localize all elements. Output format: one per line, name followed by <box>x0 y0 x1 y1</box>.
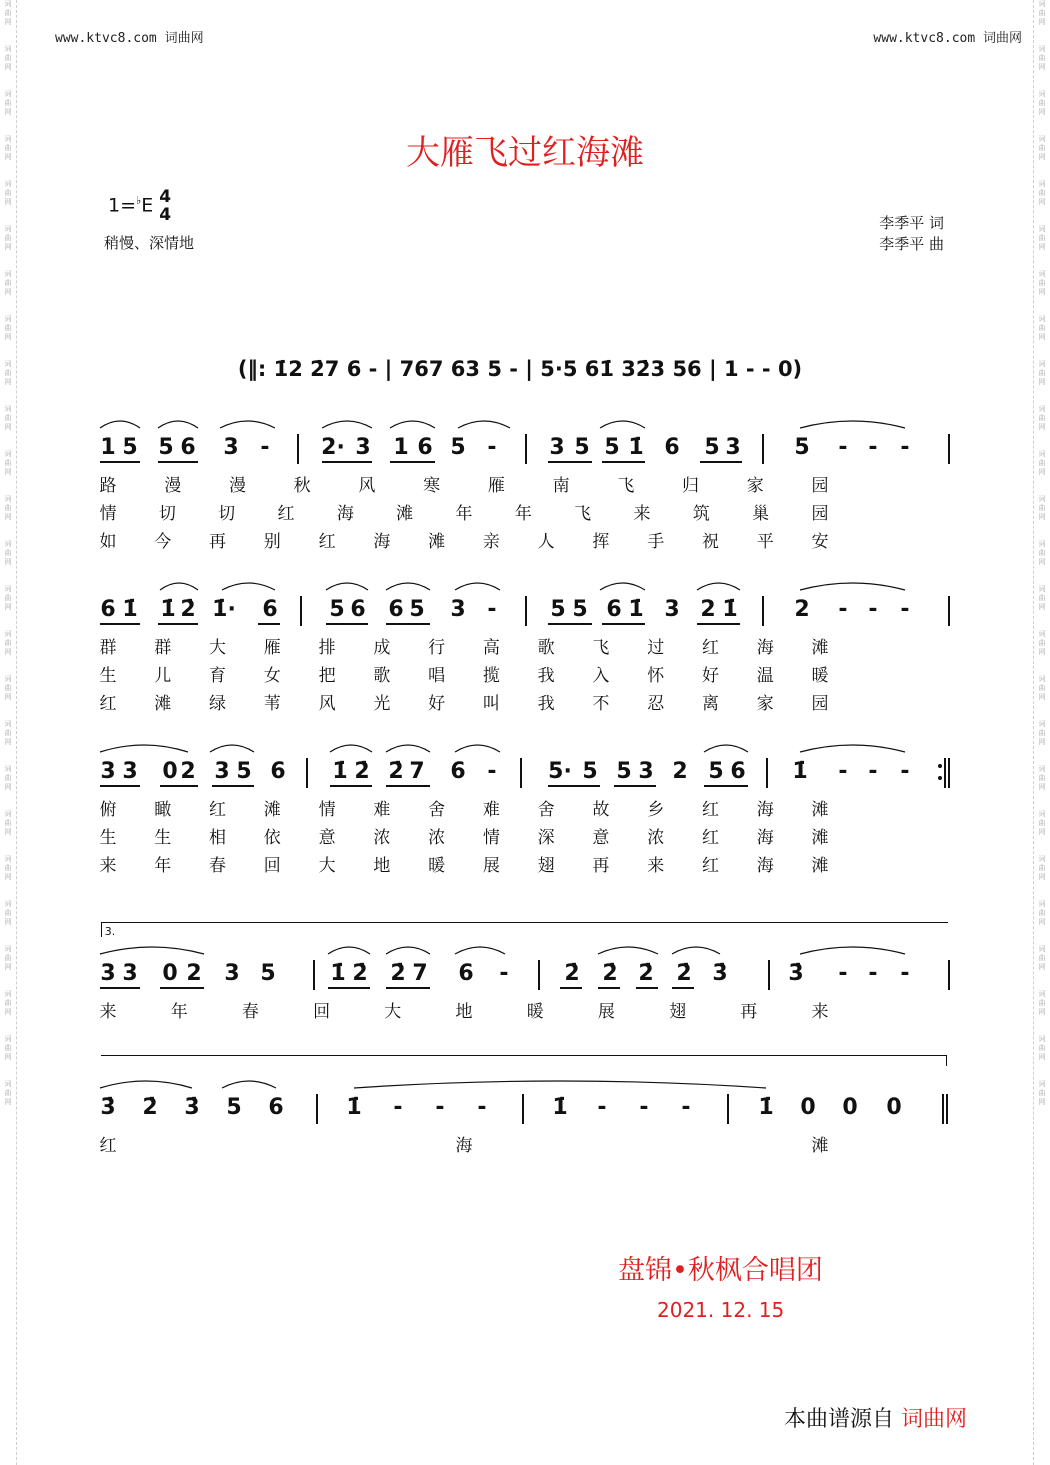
lyric-syllable: 翅 <box>537 856 555 876</box>
lyric-syllable: 祝 <box>701 532 719 552</box>
lyric-syllable: 滩 <box>811 800 829 820</box>
lyric-syllable: 南 <box>552 476 570 496</box>
lyric-syllable: 不 <box>592 694 610 714</box>
lyric-syllable: 滩 <box>263 800 281 820</box>
melody-note: 5 <box>260 961 276 986</box>
melody-note: 6 <box>270 759 286 784</box>
melody-note: 5 <box>704 435 720 460</box>
lyric-syllable: 来 <box>647 856 665 876</box>
melody-note: - <box>393 1095 403 1120</box>
lyric-syllable: 意 <box>318 828 336 848</box>
lyric-syllable: 儿 <box>154 666 172 686</box>
lyric-syllable: 怀 <box>647 666 665 686</box>
melody-note: 6 <box>388 597 404 622</box>
melody-note: 1̇ <box>552 1095 568 1120</box>
key-signature: 1=♭E 4 4 <box>108 187 172 225</box>
lyric-syllable: 漫 <box>228 476 246 496</box>
melody-note: 3 <box>725 435 741 460</box>
lyric-syllable: 舍 <box>537 800 555 820</box>
lyric-syllable: 年 <box>514 504 532 524</box>
lyric-syllable: 群 <box>99 638 117 658</box>
melody-note: 2 <box>180 759 196 784</box>
song-title: 大雁飞过红海滩 <box>406 133 644 173</box>
source-prefix: 本曲谱源自 <box>784 1407 895 1432</box>
lyric-syllable: 红 <box>701 800 719 820</box>
lyric-syllable: 家 <box>746 476 764 496</box>
melody-note: - <box>639 1095 649 1120</box>
melody-note: 5 <box>708 759 724 784</box>
lyric-syllable: 飞 <box>592 638 610 658</box>
melody-note: 3 <box>664 597 680 622</box>
lyric-syllable: 红 <box>701 856 719 876</box>
lyric-syllable: 归 <box>682 476 700 496</box>
melody-note: 6 <box>350 597 366 622</box>
melody-note: 5 <box>604 435 620 460</box>
watermark-text: 词 曲 网 词 曲 网 词 曲 网 词 曲 网 词 曲 网 词 曲 网 词 曲 网 词 曲 网 词 曲 网 词 曲 网 词 曲 网 词 曲 网 词 曲 网 词 曲 网 词 曲 网 词 曲 网 词 曲 网 词 曲 网 词 曲 网 词 曲 网 词 曲 网 词 曲 网 词 曲 网 词 曲 网 词 曲 网 <box>1038 0 1046 1106</box>
lyric-syllable: 意 <box>592 828 610 848</box>
lyric-syllable: 地 <box>373 856 391 876</box>
slur <box>800 947 905 954</box>
melody-note: 3̇ <box>788 961 804 986</box>
lyric-syllable: 筑 <box>692 504 710 524</box>
lyric-syllable: 再 <box>209 532 227 552</box>
tempo-marking: 稍慢、深情地 <box>104 234 195 252</box>
lyric-syllable: 园 <box>811 504 829 524</box>
lyric-syllable: 家 <box>756 694 774 714</box>
slur <box>390 421 435 428</box>
melody-note: 6 <box>180 435 196 460</box>
melody-note: - <box>868 961 878 986</box>
melody-note: 0 <box>162 961 178 986</box>
lyric-syllable: 路 <box>99 476 117 496</box>
slur <box>100 947 204 954</box>
lyric-syllable: 平 <box>756 532 774 552</box>
melody-note: - <box>435 1095 445 1120</box>
lyric-syllable: 俯 <box>99 800 117 820</box>
lyric-syllable: 切 <box>158 504 176 524</box>
slur <box>458 421 510 428</box>
melody-note: - <box>900 597 910 622</box>
lyric-syllable: 飞 <box>574 504 592 524</box>
lyric-syllable: 红 <box>318 532 336 552</box>
melody-note: 3 <box>638 759 654 784</box>
lyric-syllable: 漫 <box>164 476 182 496</box>
lyric-syllable: 生 <box>99 828 117 848</box>
melody-note: 2 <box>794 597 810 622</box>
melody-note: 2 <box>672 759 688 784</box>
melody-note: - <box>681 1095 691 1120</box>
melody-note: 0 <box>162 759 178 784</box>
lyric-syllable: 排 <box>318 638 336 658</box>
lyric-syllable: 好 <box>701 666 719 686</box>
lyric-syllable: 深 <box>537 828 555 848</box>
lyric-syllable: 如 <box>99 532 117 552</box>
melody-note: 3 <box>214 759 230 784</box>
melody-note: 5 <box>794 435 810 460</box>
lyric-syllable: 歌 <box>537 638 555 658</box>
melody-note: 1̇ <box>332 759 348 784</box>
slur <box>704 745 748 752</box>
lyric-syllable: 揽 <box>482 666 500 686</box>
melody-note: 5 <box>409 597 425 622</box>
lyric-syllable: 切 <box>218 504 236 524</box>
melody-note: 3 <box>355 435 371 460</box>
melody-note: 3 <box>122 759 138 784</box>
lyric-syllable: 亲 <box>482 532 500 552</box>
lyric-syllable: 滩 <box>811 638 829 658</box>
lyric-syllable: 回 <box>313 1002 331 1022</box>
lyric-syllable: 手 <box>647 532 665 552</box>
melody-note: - <box>487 435 497 460</box>
lyric-syllable: 把 <box>318 666 336 686</box>
intro-line: (‖: 1̇2 2̇7 6 - | 767 63 5 - | 5·5 61̇ 32̇3 56 | 1 - - 0) <box>237 357 803 381</box>
melody-note: 5 <box>582 759 598 784</box>
lyric-syllable: 园 <box>811 694 829 714</box>
lyric-syllable: 瞰 <box>154 800 172 820</box>
source-credit <box>784 1402 967 1433</box>
lyric-syllable: 浓 <box>428 828 446 848</box>
lyric-syllable: 滩 <box>811 828 829 848</box>
melody-note: - <box>900 961 910 986</box>
lyric-syllable: 秋 <box>293 476 311 496</box>
slur <box>322 421 372 428</box>
slur <box>100 745 188 752</box>
lyric-syllable: 歌 <box>373 666 391 686</box>
lyric-syllable: 叫 <box>482 694 500 714</box>
melody-note: 1̇· <box>212 597 236 622</box>
slur <box>326 583 368 590</box>
lyric-syllable: 今 <box>154 532 172 552</box>
lyric-syllable: 生 <box>154 828 172 848</box>
melody-note: - <box>838 435 848 460</box>
lyric-syllable: 红 <box>277 504 295 524</box>
melody-note: - <box>838 759 848 784</box>
melody-note: 1̇ <box>722 597 738 622</box>
lyric-syllable: 大 <box>318 856 336 876</box>
slur <box>100 1081 192 1088</box>
melody-note: - <box>477 1095 487 1120</box>
slur <box>455 745 500 752</box>
lyric-syllable: 浓 <box>647 828 665 848</box>
slur <box>158 421 198 428</box>
slur <box>386 745 430 752</box>
choir-name: 盘锦•秋枫合唱团 <box>618 1255 823 1286</box>
melody-note: 1̇ <box>758 1095 774 1120</box>
slur <box>222 1081 276 1088</box>
lyric-syllable: 回 <box>263 856 281 876</box>
melody-note: 3̇ <box>712 961 728 986</box>
melody-note: 6 <box>606 597 622 622</box>
lyric-syllable: 红 <box>701 828 719 848</box>
lyric-syllable: 育 <box>209 666 227 686</box>
melody-note: 5 <box>158 435 174 460</box>
slur <box>672 947 720 954</box>
melody-note: 1̇ <box>330 961 346 986</box>
lyric-syllable: 来 <box>99 1002 117 1022</box>
slur <box>354 1081 766 1088</box>
melody-note: 3 <box>100 759 116 784</box>
composer-credit: 李季平 曲 <box>879 235 944 253</box>
lyric-syllable: 展 <box>597 1002 615 1022</box>
melody-note: 1̇ <box>160 597 176 622</box>
lyric-syllable: 红 <box>99 694 117 714</box>
melody-note: 0 <box>800 1095 816 1120</box>
lyric-syllable: 温 <box>756 666 774 686</box>
lyric-syllable: 生 <box>99 666 117 686</box>
lyric-syllable: 滩 <box>428 532 446 552</box>
slur <box>222 583 275 590</box>
slur <box>220 421 275 428</box>
melody-note: - <box>868 435 878 460</box>
lyric-syllable: 园 <box>811 476 829 496</box>
lyric-syllable: 情 <box>318 800 336 820</box>
melody-note: 5 <box>329 597 345 622</box>
melody-note: 5 <box>574 435 590 460</box>
lyric-syllable: 再 <box>740 1002 758 1022</box>
melody-note: 2̇ <box>602 961 618 986</box>
arrangement-date: 2021. 12. 15 <box>657 1298 785 1322</box>
lyric-syllable: 巢 <box>752 504 770 524</box>
melody-note: 7 <box>409 759 425 784</box>
lyric-syllable: 唱 <box>428 666 446 686</box>
melody-note: 6 <box>417 435 433 460</box>
melody-note: 2̇ <box>352 961 368 986</box>
melody-note: 1̇ <box>122 597 138 622</box>
lyric-syllable: 难 <box>373 800 391 820</box>
lyric-syllable: 苇 <box>263 694 281 714</box>
melody-note: 1 <box>100 435 116 460</box>
header-right-site: www.ktvc8.com 词曲网 <box>873 31 1022 46</box>
lyric-syllable: 暖 <box>428 856 446 876</box>
melody-note: 6 <box>730 759 746 784</box>
lyric-syllable: 海 <box>373 532 391 552</box>
melody-note: 3 <box>122 961 138 986</box>
lyric-syllable: 舍 <box>428 800 446 820</box>
lyric-syllable: 春 <box>209 856 227 876</box>
lyric-syllable: 寒 <box>423 476 441 496</box>
melody-note: 2̇ <box>638 961 654 986</box>
lyric-syllable: 安 <box>811 532 829 552</box>
melody-note: 2̇ <box>676 961 692 986</box>
melody-note: - <box>597 1095 607 1120</box>
melody-note: 3̇ <box>100 1095 116 1120</box>
melody-note: 6 <box>100 597 116 622</box>
melody-note: 3 <box>224 961 240 986</box>
slur <box>328 947 370 954</box>
melody-note: - <box>499 961 509 986</box>
lyric-syllable: 成 <box>373 638 391 658</box>
lyric-syllable: 海 <box>756 800 774 820</box>
melody-note: 6 <box>458 961 474 986</box>
melody-note: 0 <box>842 1095 858 1120</box>
lyric-syllable: 人 <box>537 532 555 552</box>
lyric-syllable: 暖 <box>526 1002 544 1022</box>
lyric-syllable: 年 <box>154 856 172 876</box>
melody-note: - <box>868 597 878 622</box>
lyricist-credit: 李季平 词 <box>879 214 944 232</box>
melody-note: - <box>487 759 497 784</box>
melody-note: - <box>260 435 270 460</box>
lyric-syllable: 雁 <box>263 638 281 658</box>
lyric-syllable: 来 <box>99 856 117 876</box>
lyric-syllable: 来 <box>811 1002 829 1022</box>
lyric-syllable: 海 <box>756 638 774 658</box>
melody-note: 5 <box>550 597 566 622</box>
lyric-syllable: 行 <box>428 638 446 658</box>
lyric-syllable: 我 <box>537 666 555 686</box>
melody-note: - <box>900 435 910 460</box>
volta-label: 3. <box>104 925 116 938</box>
melody-note: - <box>487 597 497 622</box>
lyric-syllable: 海 <box>756 856 774 876</box>
slur <box>800 421 905 428</box>
lyric-syllable: 忍 <box>647 694 665 714</box>
lyric-syllable: 难 <box>482 800 500 820</box>
melody-note: 3 <box>450 597 466 622</box>
lyric-syllable: 相 <box>209 828 227 848</box>
lyric-syllable: 离 <box>701 694 719 714</box>
lyric-syllable: 雁 <box>487 476 505 496</box>
lyric-syllable: 海 <box>756 828 774 848</box>
lyric-syllable: 滩 <box>811 1136 829 1156</box>
lyric-syllable: 好 <box>428 694 446 714</box>
header-left-site: www.ktvc8.com 词曲网 <box>55 31 204 46</box>
watermark-text: 词 曲 网 词 曲 网 词 曲 网 词 曲 网 词 曲 网 词 曲 网 词 曲 网 词 曲 网 词 曲 网 词 曲 网 词 曲 网 词 曲 网 词 曲 网 词 曲 网 词 曲 网 词 曲 网 词 曲 网 词 曲 网 词 曲 网 词 曲 网 词 曲 网 词 曲 网 词 曲 网 词 曲 网 词 曲 网 <box>4 0 12 1106</box>
melody-note: 2̇ <box>388 759 404 784</box>
slur <box>210 745 254 752</box>
melody-note: 2̇ <box>390 961 406 986</box>
lyric-syllable: 海 <box>336 504 354 524</box>
melody-note: - <box>868 759 878 784</box>
melody-note: 5 <box>616 759 632 784</box>
lyric-syllable: 翅 <box>669 1002 687 1022</box>
lyric-syllable: 过 <box>647 638 665 658</box>
melody-note: 6 <box>268 1095 284 1120</box>
melody-note: 6 <box>664 435 680 460</box>
melody-note: 7 <box>412 961 428 986</box>
lyric-syllable: 年 <box>170 1002 188 1022</box>
melody-note: 5 <box>236 759 252 784</box>
lyric-syllable: 大 <box>209 638 227 658</box>
melody-note: 3 <box>223 435 239 460</box>
melody-note: 5 <box>450 435 466 460</box>
slur <box>697 583 740 590</box>
melody-note: 2̇ <box>354 759 370 784</box>
lyric-syllable: 红 <box>209 800 227 820</box>
melody-note: 6 <box>450 759 466 784</box>
lyric-syllable: 地 <box>455 1002 473 1022</box>
melody-note: 2 <box>186 961 202 986</box>
lyric-syllable: 滩 <box>396 504 414 524</box>
lyric-syllable: 入 <box>592 666 610 686</box>
lyric-syllable: 我 <box>537 694 555 714</box>
melody-note: 5· <box>548 759 572 784</box>
melody-note: 3 <box>100 961 116 986</box>
lyric-syllable: 故 <box>592 800 610 820</box>
lyric-syllable: 年 <box>455 504 473 524</box>
lyric-syllable: 绿 <box>209 694 227 714</box>
lyric-syllable: 飞 <box>617 476 635 496</box>
melody-note: 0 <box>886 1095 902 1120</box>
lyric-syllable: 暖 <box>811 666 829 686</box>
lyric-syllable: 展 <box>482 856 500 876</box>
lyric-syllable: 高 <box>482 638 500 658</box>
melody-note: 1̇ <box>792 759 808 784</box>
melody-note: 5 <box>226 1095 242 1120</box>
slur <box>160 583 198 590</box>
lyric-syllable: 女 <box>263 666 281 686</box>
melody-note: 1 <box>393 435 409 460</box>
slur <box>800 583 905 590</box>
lyric-syllable: 滩 <box>154 694 172 714</box>
slur <box>455 583 500 590</box>
lyric-syllable: 情 <box>482 828 500 848</box>
slur <box>598 947 658 954</box>
melody-note: 3̇ <box>184 1095 200 1120</box>
lyric-syllable: 依 <box>263 828 281 848</box>
lyric-syllable: 风 <box>358 476 376 496</box>
melody-note: 1̇ <box>628 597 644 622</box>
melody-note: 2· <box>321 435 345 460</box>
slur <box>600 583 645 590</box>
lyric-syllable: 情 <box>99 504 117 524</box>
lyric-syllable: 海 <box>455 1136 473 1156</box>
lyric-syllable: 来 <box>633 504 651 524</box>
melody-note: 1̇ <box>628 435 644 460</box>
slur <box>600 421 645 428</box>
melody-note: - <box>838 961 848 986</box>
slur <box>100 421 140 428</box>
melody-note: 2̇ <box>142 1095 158 1120</box>
melody-note: 5 <box>122 435 138 460</box>
lyric-syllable: 挥 <box>592 532 610 552</box>
lyric-syllable: 红 <box>99 1136 117 1156</box>
lyric-syllable: 别 <box>263 532 281 552</box>
slur <box>386 583 430 590</box>
lyric-syllable: 红 <box>701 638 719 658</box>
melody-note: 1̇ <box>346 1095 362 1120</box>
slur <box>386 947 430 954</box>
melody-note: 2 <box>700 597 716 622</box>
melody-note: 2̇ <box>180 597 196 622</box>
source-site: 词曲网 <box>901 1407 968 1432</box>
lyric-syllable: 再 <box>592 856 610 876</box>
lyric-syllable: 群 <box>154 638 172 658</box>
lyric-syllable: 光 <box>373 694 391 714</box>
lyric-syllable: 乡 <box>647 800 665 820</box>
lyric-syllable: 春 <box>241 1002 259 1022</box>
lyric-syllable: 大 <box>384 1002 402 1022</box>
melody-note: - <box>900 759 910 784</box>
melody-note: - <box>838 597 848 622</box>
slur <box>800 745 905 752</box>
lyric-syllable: 滩 <box>811 856 829 876</box>
melody-note: 6 <box>262 597 278 622</box>
melody-note: 3 <box>549 435 565 460</box>
lyric-syllable: 浓 <box>373 828 391 848</box>
lyric-syllable: 风 <box>318 694 336 714</box>
slur <box>330 745 372 752</box>
melody-note: 2̇ <box>564 961 580 986</box>
slur <box>455 947 505 954</box>
melody-note: 5 <box>572 597 588 622</box>
